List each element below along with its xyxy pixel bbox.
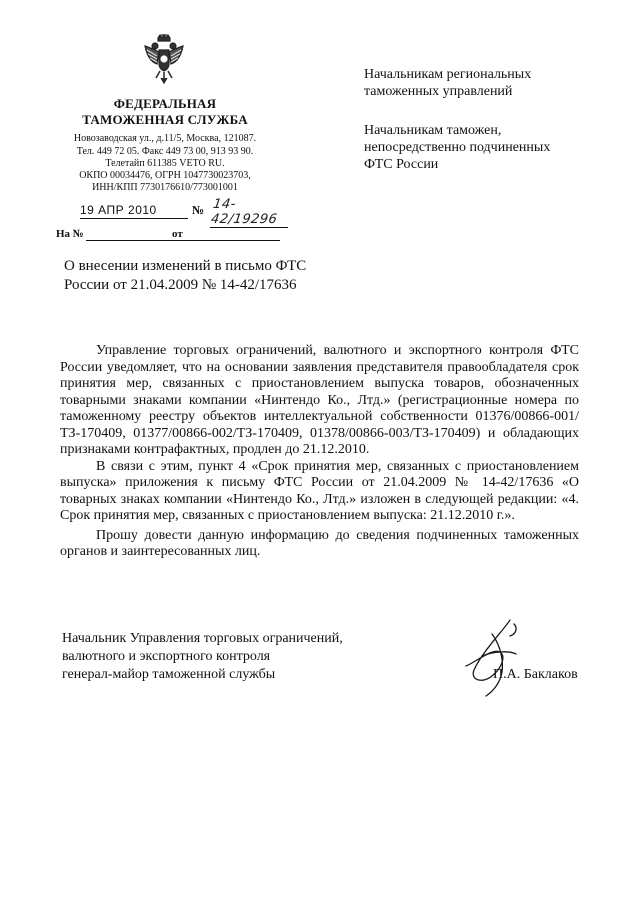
organization-name-line1: ФЕДЕРАЛЬНАЯ — [113, 96, 217, 111]
subject-line2: России от 21.04.2009 № 14-42/17636 — [64, 277, 297, 293]
signer-title-line2: валютного и экспортного контроля — [62, 649, 271, 664]
reference-number-blank — [86, 240, 186, 241]
addressee-1-line1: Начальникам региональных — [364, 67, 532, 82]
addressee-2-line2: непосредственно подчиненных — [364, 140, 551, 155]
reference-date-blank — [186, 240, 280, 241]
signer-name: П.А. Баклаков — [493, 667, 578, 682]
subject-line1: О внесении изменений в письмо ФТС — [64, 258, 307, 274]
body-paragraph-3: Прошу довести данную информацию до сведения подчиненных таможенных органов и заинтересованных лиц. — [60, 527, 579, 559]
addressee-2-line3: ФТС России — [364, 157, 439, 172]
organization-teletype: Телетайп 611385 VETO RU. — [105, 158, 225, 169]
registration-row — [52, 197, 292, 227]
signer-title-line1: Начальник Управления торговых ограничений, — [62, 631, 343, 646]
signer-title-line3: генерал-майор таможенной службы — [62, 667, 276, 682]
organization-phones: Тел. 449 72 05. Факс 449 73 00, 913 93 90. — [76, 146, 254, 157]
addressee-1-line2: таможенных управлений — [364, 84, 513, 99]
organization-inn: ИНН/КПП 7730176610/773001001 — [92, 182, 238, 193]
organization-address: Новозаводская ул., д.11/5, Москва, 121087. — [73, 133, 257, 144]
reference-row — [56, 228, 286, 246]
organization-name-line2: ТАМОЖЕННАЯ СЛУЖБА — [82, 112, 248, 127]
letter-body — [60, 343, 579, 561]
reference-date-label: от — [172, 228, 183, 240]
handwritten-signature-icon — [452, 612, 530, 702]
body-paragraph-1: Управление торговых ограничений, валютного и экспортного контроля ФТС России уведомляет, что на основании заявления представителя правообладателя срок принятия мер, связанных с приостановлением выпуска товаров, обозначенных товарными знаками компании «Нинтендо Ко., Лтд.» (регистрационные номера по таможенному реестру объектов интеллектуальной собственности 01376/00866-001/ТЗ-170409, 01377/00866-002/ТЗ-170409, 01378/00866-003/ТЗ-170409) и обладающих признаками контрафактных, продлен до 21.12.2010. — [60, 343, 579, 457]
addressee-2-line1: Начальникам таможен, — [364, 123, 502, 138]
reference-number-label: На № — [56, 228, 84, 240]
document-number: 14-42/19296 — [210, 197, 292, 228]
organization-okpo: ОКПО 00034476, ОГРН 1047730023703, — [79, 170, 251, 181]
body-paragraph-2: В связи с этим, пункт 4 «Срок принятия мер, связанных с приостановлением выпуска» приложения к письму ФТС России от 21.04.2009 № 14-42/17636 «О товарных знаках компании «Нинтендо Ко., Лтд.» изложен в следующей редакции: «4. Срок принятия мер, связанных с приостановлением выпуска: 21.12.2010 г.». — [60, 458, 579, 523]
double-headed-eagle-icon — [141, 32, 187, 84]
number-sign-label: № — [192, 203, 205, 217]
document-date: 19 АПР 2010 — [80, 203, 188, 219]
